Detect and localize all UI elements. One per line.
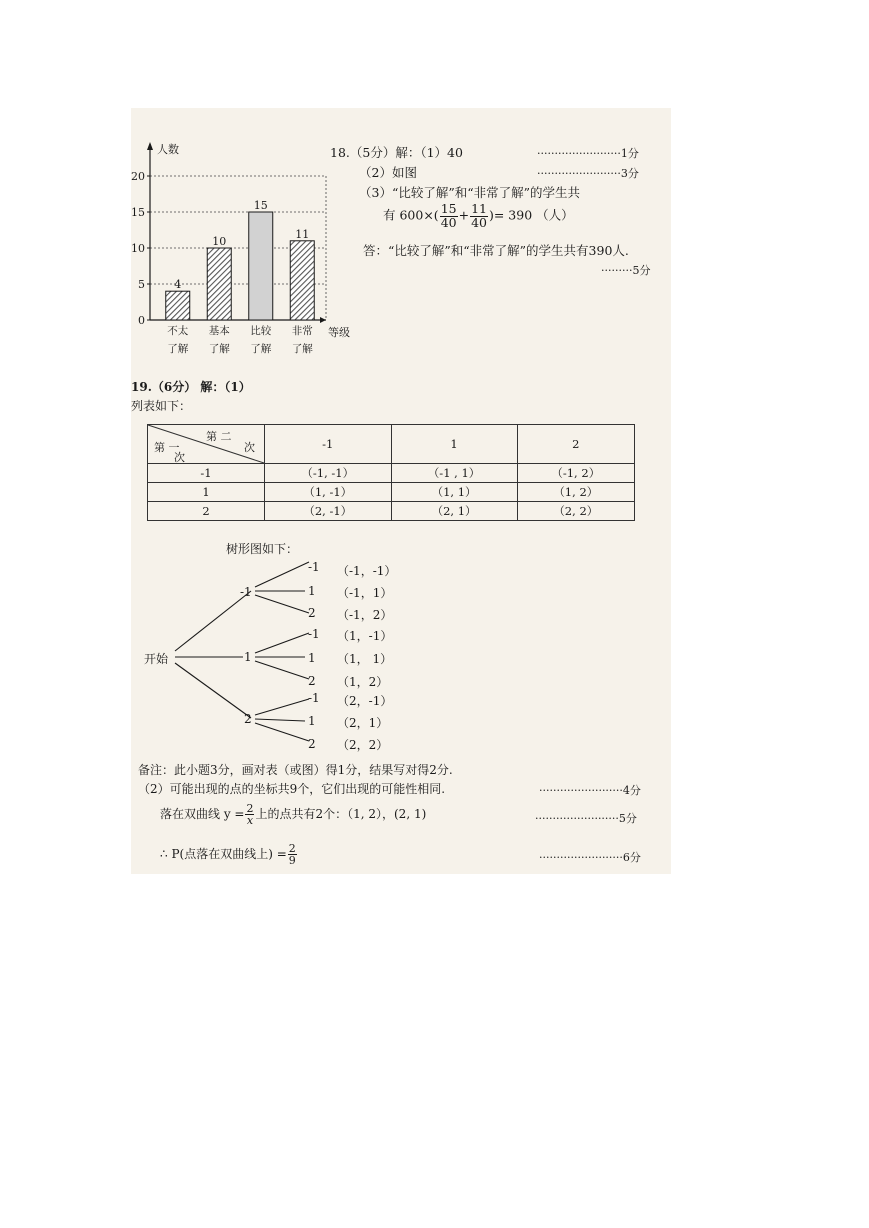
tree-result: （2，2）	[337, 738, 389, 752]
bar-value-label: 10	[212, 235, 227, 248]
x-tick-label: 了解	[167, 343, 189, 355]
hyperbola-prefix: 落在双曲线 y =	[160, 807, 245, 821]
probability-line	[160, 843, 298, 866]
y-tick-label: 5	[138, 278, 145, 291]
tree-leaf: 1	[308, 584, 316, 598]
q18-score-5: ·········5分	[601, 264, 651, 277]
table-row	[148, 464, 635, 483]
bar-chart	[131, 138, 350, 368]
tree-result: （1，-1）	[337, 629, 393, 643]
table-cell: （1, 2）	[517, 483, 634, 502]
tree-leaf: 2	[308, 606, 316, 620]
table-cell: （1, 1）	[391, 483, 517, 502]
plus-sign: +	[458, 207, 470, 223]
tree-result: （2，-1）	[337, 694, 393, 708]
tree-leaf: 1	[308, 651, 316, 665]
formula-suffix: )= 390 （人）	[488, 207, 574, 223]
x-axis-title: 等级	[328, 326, 350, 339]
tree-leaf: 2	[308, 737, 316, 751]
scoring-note: 备注：此小题3分，画对表（或图）得1分，结果写对得2分.	[138, 763, 453, 777]
frac1-numerator: 15	[440, 201, 457, 216]
frac2-numerator: 11	[471, 201, 487, 216]
tree-result: （-1，-1）	[337, 564, 397, 578]
tree-result: （1， 1）	[337, 652, 393, 666]
q19-score-6: ························6分	[539, 851, 641, 864]
table-cell: （2, 1）	[391, 502, 517, 521]
probability-prefix: ∴ P(点落在双曲线上) =	[160, 847, 287, 861]
q18-score-1: ························1分	[537, 147, 639, 160]
outcome-table	[147, 424, 635, 521]
corner-second-suffix: 次	[244, 441, 255, 454]
y-tick-label: 0	[138, 314, 145, 327]
x-tick-label: 不太	[167, 325, 189, 337]
q19-part2: （2）可能出现的点的坐标共9个，它们出现的可能性相同.	[138, 782, 446, 796]
q18-line2: （2）如图	[359, 165, 417, 180]
prob-denominator: 9	[288, 854, 296, 867]
tree-leaf: -1	[308, 560, 320, 574]
table-cell: （1, -1）	[265, 483, 392, 502]
q18-score-3: ························3分	[537, 167, 639, 180]
x-axis-arrow	[320, 317, 326, 323]
bar-value-label: 11	[295, 227, 310, 241]
table-cell: （2, -1）	[265, 502, 392, 521]
q19-score-5: ························5分	[535, 812, 637, 825]
table-corner	[148, 425, 265, 464]
tree-intro: 树形图如下：	[226, 542, 299, 556]
tree-result: （-1，2）	[337, 608, 393, 622]
col-header: 2	[517, 425, 634, 464]
fraction-11-40	[470, 203, 488, 229]
x-tick-label: 了解	[291, 343, 313, 355]
tree-leaf: -1	[308, 627, 320, 641]
row-header: -1	[148, 464, 265, 483]
tree-node-first: -1	[240, 585, 252, 599]
bar-value-label: 15	[253, 199, 268, 212]
x-tick-label: 非常	[291, 325, 313, 337]
row-header: 1	[148, 483, 265, 502]
frac1-denominator: 40	[440, 214, 457, 230]
tree-root: 开始	[144, 652, 169, 666]
q19-head: 19.（6分） 解：（1）	[131, 380, 251, 394]
tree-result: （2，1）	[337, 716, 389, 730]
x-tick-label: 了解	[208, 343, 230, 355]
bar	[207, 248, 231, 320]
q18-formula	[383, 203, 574, 229]
fraction-2-x	[245, 803, 254, 826]
table-cell: （-1 , 1）	[391, 464, 517, 483]
y-axis-title: 人数	[157, 143, 179, 156]
corner-first-suffix: 次	[174, 451, 185, 464]
table-cell: （2, 2）	[517, 502, 634, 521]
table-row	[148, 502, 635, 521]
hyper-numerator: 2	[246, 802, 254, 815]
row-header: 2	[148, 502, 265, 521]
x-tick-label: 基本	[208, 325, 230, 337]
formula-prefix: 有 600×(	[383, 207, 439, 223]
tree-result: （1，2）	[337, 675, 389, 689]
tree-node-first: 2	[244, 712, 252, 726]
prob-numerator: 2	[288, 842, 296, 855]
bar-value-label: 4	[174, 278, 182, 292]
corner-second-label: 第 二	[206, 430, 232, 443]
y-tick-label: 15	[131, 206, 145, 219]
tree-result: （-1，1）	[337, 586, 393, 600]
hyper-denominator: x	[246, 814, 254, 827]
y-axis-arrow	[147, 142, 153, 150]
hyperbola-suffix: 上的点共有2个：（1, 2），(2, 1)	[255, 807, 427, 821]
y-tick-label: 20	[131, 170, 145, 183]
fraction-15-40	[440, 203, 458, 229]
tree-leaf: 2	[308, 674, 316, 688]
tree-leaf: 1	[308, 714, 316, 728]
fraction-2-9	[288, 843, 297, 866]
q18-answer: 答：“比较了解”和“非常了解”的学生共有390人.	[363, 243, 629, 258]
corner-first-label: 第 一	[154, 441, 180, 454]
tree-node-first: 1	[244, 650, 252, 664]
col-header: -1	[265, 425, 392, 464]
col-header: 1	[391, 425, 517, 464]
tree-leaf: -1	[308, 691, 320, 705]
x-tick-label: 比较	[250, 325, 272, 337]
bar	[249, 212, 273, 320]
table-cell: （-1, -1）	[265, 464, 392, 483]
y-tick-label: 10	[131, 242, 145, 255]
q18-line3: （3）“比较了解”和“非常了解”的学生共	[359, 185, 581, 200]
q19-score-4: ························4分	[539, 784, 641, 797]
table-cell: （-1, 2）	[517, 464, 634, 483]
q19-list-intro: 列表如下：	[131, 399, 192, 413]
bar	[166, 291, 190, 320]
bar	[290, 241, 314, 320]
hyperbola-line	[160, 803, 426, 826]
table-row	[148, 483, 635, 502]
q18-line1: 18.（5分）解：（1）40	[330, 145, 463, 160]
frac2-denominator: 40	[471, 214, 487, 230]
x-tick-label: 了解	[250, 343, 272, 355]
